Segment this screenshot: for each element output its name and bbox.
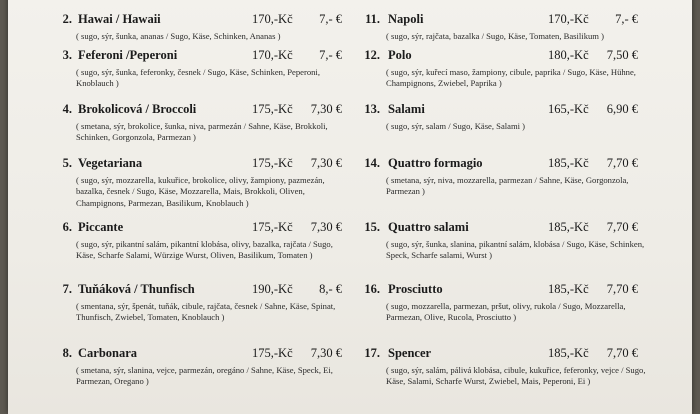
item-name: Napoli [388, 12, 424, 26]
item-number: 16. [364, 282, 380, 296]
item-name: Quattro salami [388, 220, 469, 234]
item-description: ( sugo, sýr, šunka, ananas / Sugo, Käse, Schinken, Ananas ) [76, 31, 281, 41]
item-price-eur: 7,30 € [310, 102, 342, 116]
item-name: Salami [388, 102, 425, 116]
item-price-czk: 180,-Kč [548, 48, 589, 62]
item-name: Vegetariana [78, 156, 143, 170]
item-description: ( sugo, sýr, kuřecí maso, žampiony, cibule, paprika / Sugo, Käse, Hühne, Champignons, Zwiebel, Paprika ) [386, 67, 636, 89]
item-description: ( sugo, sýr, salam / Sugo, Käse, Salami ) [386, 121, 526, 131]
item-price-eur: 7,30 € [310, 220, 342, 234]
item-description: ( smetana, sýr, brokolice, šunka, niva, parmezán / Sahne, Käse, Brokkoli, Schinken, Gorgonzola, Parmezan ) [76, 121, 328, 143]
item-description: ( smetana, sýr, slanina, vejce, parmezán, oregáno / Sahne, Käse, Speck, Ei, Parmezan, Oregano ) [76, 365, 333, 387]
item-price-czk: 185,-Kč [548, 156, 589, 170]
item-price-eur: 7,70 € [606, 220, 638, 234]
item-description: ( sugo, sýr, mozzarella, kukuřice, brokolice, olivy, žampiony, pazmezán, bazalka, česnek / Sugo, Käse, Mozzarella, Mais, Brokkoli, Oliven, Champignons, Parmezan, Basilikum, Knoblauch ) [76, 175, 325, 208]
item-price-eur: 7,30 € [310, 156, 342, 170]
item-description: ( sugo, sýr, pikantní salám, pikantní klobása, olivy, bazalka, rajčata / Sugo, Käse, Scharfe Salami, Würzige Wurst, Oliven, Basilikum, Tomaten ) [76, 239, 333, 261]
item-price-czk: 170,-Kč [548, 12, 589, 26]
item-name: Quattro formagio [388, 156, 483, 170]
item-description: ( sugo, mozzarella, parmezan, pršut, olivy, rukola / Sugo, Mozzarella, Parmezan, Olive, Rucola, Prosciutto ) [386, 301, 626, 323]
item-price-czk: 175,-Kč [252, 156, 293, 170]
item-number: 6. [62, 220, 72, 234]
item-description: ( sugo, sýr, salám, pálivá klobása, cibule, kukuřice, feferonky, vejce / Sugo, Käse, Salami, Scharfe Wurst, Zwiebel, Mais, Peperoni, Ei ) [386, 365, 646, 387]
item-description: ( sugo, sýr, šunka, feferonky, česnek / Sugo, Käse, Schinken, Peperoni, Knoblauch ) [76, 67, 320, 89]
item-price-eur: 7,70 € [606, 282, 638, 296]
item-number: 5. [62, 156, 72, 170]
item-number: 4. [62, 102, 72, 116]
item-price-eur: 6,90 € [606, 102, 638, 116]
item-price-czk: 165,-Kč [548, 102, 589, 116]
item-price-eur: 7,70 € [606, 346, 638, 360]
item-number: 17. [364, 346, 380, 360]
item-name: Spencer [388, 346, 432, 360]
item-name: Hawai / Hawaii [78, 12, 161, 26]
item-price-czk: 190,-Kč [252, 282, 293, 296]
item-number: 8. [62, 346, 72, 360]
item-number: 3. [62, 48, 72, 62]
item-price-czk: 175,-Kč [252, 102, 293, 116]
item-price-eur: 7,70 € [606, 156, 638, 170]
item-name: Tuňáková / Thunfisch [78, 282, 195, 296]
item-name: Carbonara [78, 346, 138, 360]
item-description: ( smentana, sýr, špenát, tuňák, cibule, rajčata, česnek / Sahne, Käse, Spinat, Thunfisch, Zwiebel, Tomaten, Knoblauch ) [76, 301, 336, 323]
item-price-czk: 185,-Kč [548, 220, 589, 234]
item-price-czk: 185,-Kč [548, 282, 589, 296]
item-price-czk: 175,-Kč [252, 346, 293, 360]
item-price-eur: 7,- € [319, 12, 342, 26]
item-name: Prosciutto [388, 282, 443, 296]
item-description: ( sugo, sýr, rajčata, bazalka / Sugo, Käse, Tomaten, Basilikum ) [386, 31, 604, 41]
item-price-czk: 175,-Kč [252, 220, 293, 234]
item-description: ( smetana, sýr, niva, mozzarella, parmezan / Sahne, Käse, Gorgonzola, Parmezan ) [386, 175, 629, 197]
item-price-eur: 7,- € [615, 12, 638, 26]
item-name: Brokolicová / Broccoli [78, 102, 197, 116]
item-name: Feferoni /Peperoni [78, 48, 178, 62]
item-price-eur: 7,- € [319, 48, 342, 62]
item-price-czk: 170,-Kč [252, 12, 293, 26]
item-number: 14. [364, 156, 380, 170]
item-description: ( sugo, sýr, šunka, slanina, pikantní salám, klobása / Sugo, Käse, Schinken, Speck, Scharfe salami, Wurst ) [386, 239, 645, 261]
item-name: Polo [388, 48, 412, 62]
item-number: 13. [364, 102, 380, 116]
item-price-czk: 170,-Kč [252, 48, 293, 62]
item-price-czk: 185,-Kč [548, 346, 589, 360]
item-name: Piccante [78, 220, 124, 234]
item-number: 11. [365, 12, 380, 26]
item-price-eur: 8,- € [319, 282, 342, 296]
item-price-eur: 7,30 € [310, 346, 342, 360]
item-number: 12. [364, 48, 380, 62]
item-number: 2. [62, 12, 72, 26]
item-price-eur: 7,50 € [606, 48, 638, 62]
item-number: 7. [62, 282, 72, 296]
menu-page [8, 0, 692, 414]
item-number: 15. [364, 220, 380, 234]
